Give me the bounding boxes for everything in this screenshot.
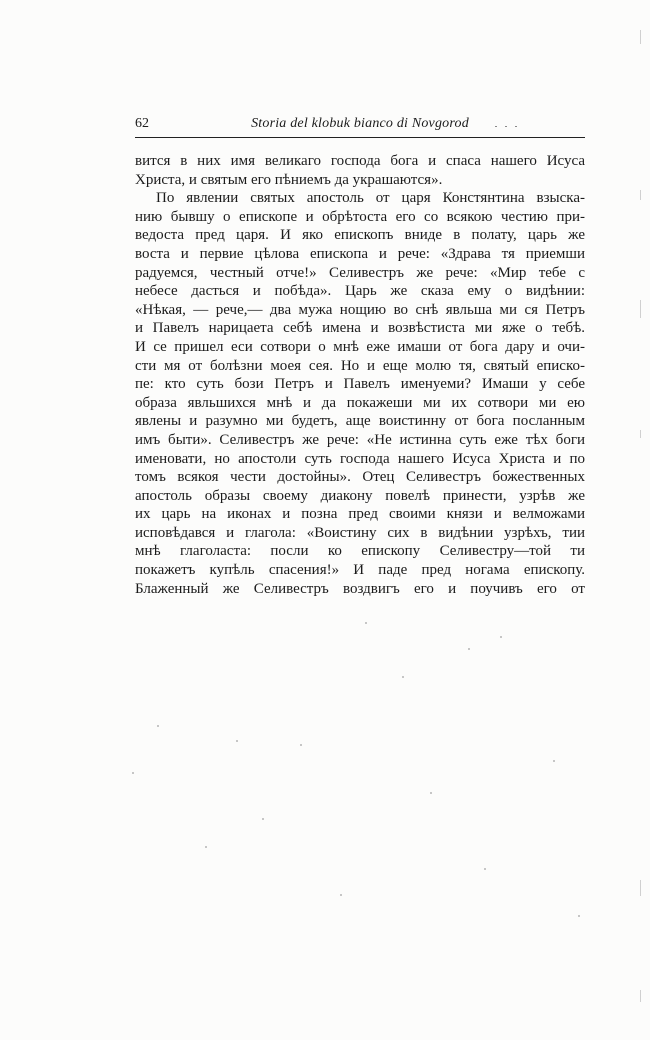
scan-speck	[402, 676, 404, 678]
text-line: явлены и разумно ми будетъ, аще воистинну от бога посланным	[135, 413, 585, 430]
text-line: небесе дасться и побѣда». Царь же сказа ему о видѣнии:	[135, 283, 585, 300]
scan-speck	[300, 744, 302, 746]
running-title: Storia del klobuk bianco di Novgorod	[251, 116, 469, 131]
scan-speck	[578, 915, 580, 917]
body-text	[135, 152, 585, 598]
header-rule	[135, 137, 585, 138]
text-line: вится в них имя великаго господа бога и спаса нашего Исуса	[135, 153, 585, 169]
scan-edge-mark	[640, 430, 641, 438]
scan-speck	[132, 772, 134, 774]
scan-speck	[262, 818, 264, 820]
text-line: воста и первие цѣлова епископа и рече: «Здрава тя приемши	[135, 245, 585, 262]
text-line: сти мя от болѣзни моея сея. Но и еще молю тя, святый еписко-	[135, 357, 585, 374]
text-line: покажетъ купѣль спасения!» И паде пред ногама епископу.	[135, 562, 585, 579]
scan-speck	[157, 725, 159, 727]
text-line: апостоль образы своему диакону повелѣ принести, узрѣв же	[135, 487, 585, 504]
page-number: 62	[135, 116, 149, 131]
text-line: мнѣ глаголаста: посли ко епископу Селивестру—той ти	[135, 543, 585, 560]
text-line: их царь на иконах и позна пред своими князи и велможами	[135, 506, 585, 523]
scan-speck	[205, 846, 207, 848]
text-line: По явлении святых апостоль от царя Констянтина взыска-	[156, 190, 585, 207]
text-line: нию бывшу о епископе и обрѣтоста его со всякою честию при-	[135, 208, 585, 225]
scan-edge-mark	[640, 990, 641, 1002]
text-line: образа явльшихся мнѣ и да покажеши ми их сотвори ми ею	[135, 394, 585, 411]
text-line: именовати, но апостоли суть господа нашего Исуса Христа и по	[135, 450, 585, 467]
text-line: томъ всякоя чести достойны». Отец Селивестръ божественных	[135, 469, 585, 486]
scan-speck	[236, 740, 238, 742]
scan-speck	[340, 894, 342, 896]
text-line: радуемся, честный отче!» Селивестръ же рече: «Мир тебе с	[135, 264, 585, 281]
text-line: и Павелъ нарицаета себѣ имена и возвѣстиста ми яже о тебѣ.	[135, 320, 585, 337]
scan-speck	[365, 622, 367, 624]
text-line: «Нѣкая, — рече,— два мужа нощию во снѣ явльша ми ся Петръ	[135, 301, 585, 318]
text-line: имъ быти». Селивестръ же рече: «Не истинна суть еже тѣх боги	[135, 431, 585, 448]
scan-speck	[484, 868, 486, 870]
scan-edge-mark	[640, 880, 641, 896]
scan-edge-mark	[640, 30, 641, 44]
scan-edge-mark	[640, 300, 641, 318]
text-line: пе: кто суть бози Петръ и Павелъ именуеми? Имаши у себе	[135, 376, 585, 393]
text-line: Христа, и святым его пѣниемъ да украшаются».	[135, 171, 443, 188]
text-line: Блаженный же Селивестръ воздвигъ его и поучивъ его от	[135, 580, 585, 597]
scan-edge-mark	[640, 190, 641, 200]
scan-speck	[430, 792, 432, 794]
scan-dots	[495, 126, 521, 128]
text-line: И се пришел еси сотвори о мнѣ еже имаши от бога дару и очи-	[135, 338, 585, 355]
text-line: ведоста пред царя. И яко епископъ вниде в полату, царь же	[135, 227, 585, 244]
running-head	[135, 114, 585, 134]
scan-speck	[553, 760, 555, 762]
scan-speck	[468, 648, 470, 650]
scan-speck	[500, 636, 502, 638]
text-line: исповѣдався и глагола: «Воистину сих в видѣнии узрѣхъ, тии	[135, 524, 585, 541]
